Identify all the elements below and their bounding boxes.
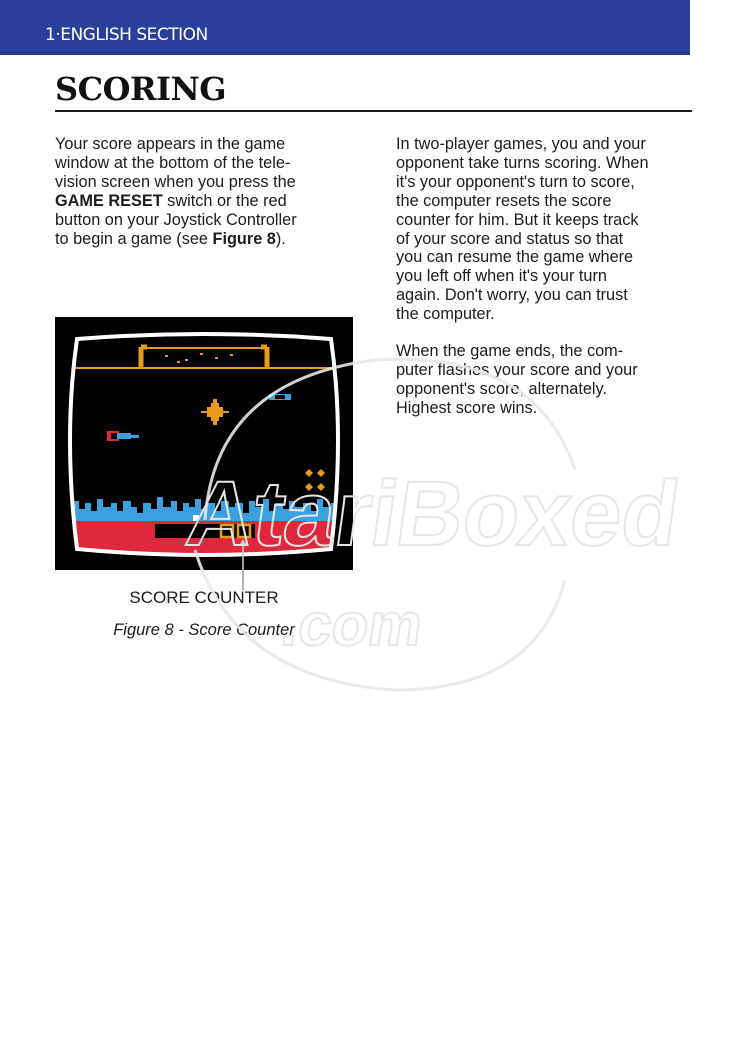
text-line: vision screen when you press the: [55, 172, 296, 191]
section-header-band: [0, 0, 690, 55]
game-screen-illustration: [55, 317, 353, 570]
right-column: [396, 135, 696, 418]
figure-reference: Figure 8: [212, 229, 276, 248]
text-line: [55, 230, 345, 249]
figure-caption: Figure 8 - Score Counter: [113, 621, 295, 639]
top-boundary-bar: [65, 367, 345, 369]
watermark-text: AtariBoxed: [180, 461, 686, 565]
left-column: [55, 135, 345, 248]
title-rule: [55, 110, 692, 112]
right-paragraph-1: [396, 135, 696, 324]
text-line: Your score appears in the game: [55, 135, 286, 153]
text-line: again. Don't worry, you can trust: [396, 286, 628, 305]
player-marker: [193, 515, 199, 521]
text-line: of your score and status so that: [396, 229, 624, 248]
text-line: the computer.: [396, 305, 495, 324]
text-line: you can resume the game where: [396, 248, 634, 267]
text-line: counter for him. But it keeps track: [396, 210, 639, 229]
text-line: the computer resets the score: [396, 191, 612, 210]
page-title: SCORING: [55, 70, 227, 108]
callout-extension: [230, 570, 530, 590]
text-fragment: to begin a game (see: [55, 229, 213, 248]
text-fragment: switch or the red: [162, 191, 287, 210]
saucer-icon: [269, 394, 291, 400]
text-line: puter flashes your score and your: [396, 360, 638, 379]
text-fragment: ).: [275, 229, 286, 248]
score-counter-callout: SCORE COUNTER: [129, 588, 279, 607]
text-line: [55, 192, 345, 211]
text-line: button on your Joystick Controller: [55, 210, 297, 229]
text-line: In two-player games, you and your: [396, 135, 646, 153]
text-line: it's your opponent's turn to score,: [396, 172, 635, 191]
text-line: When the game ends, the com-: [396, 342, 624, 361]
text-line: you left off when it's your turn: [396, 267, 607, 286]
game-reset-keyword: GAME RESET: [55, 191, 163, 210]
text-line: opponent take turns scoring. When: [396, 153, 649, 172]
text-line: Highest score wins.: [396, 398, 538, 417]
radar-top: [147, 347, 261, 349]
game-screenshot: [55, 317, 353, 570]
text-line: window at the bottom of the tele-: [55, 153, 291, 172]
text-line: opponent's score, alternately.: [396, 379, 607, 398]
section-label: 1·ENGLISH SECTION: [45, 25, 208, 45]
right-paragraph-2: [396, 342, 696, 418]
watermark-text-dotcom: .com: [277, 590, 428, 658]
left-paragraph: [55, 135, 345, 248]
